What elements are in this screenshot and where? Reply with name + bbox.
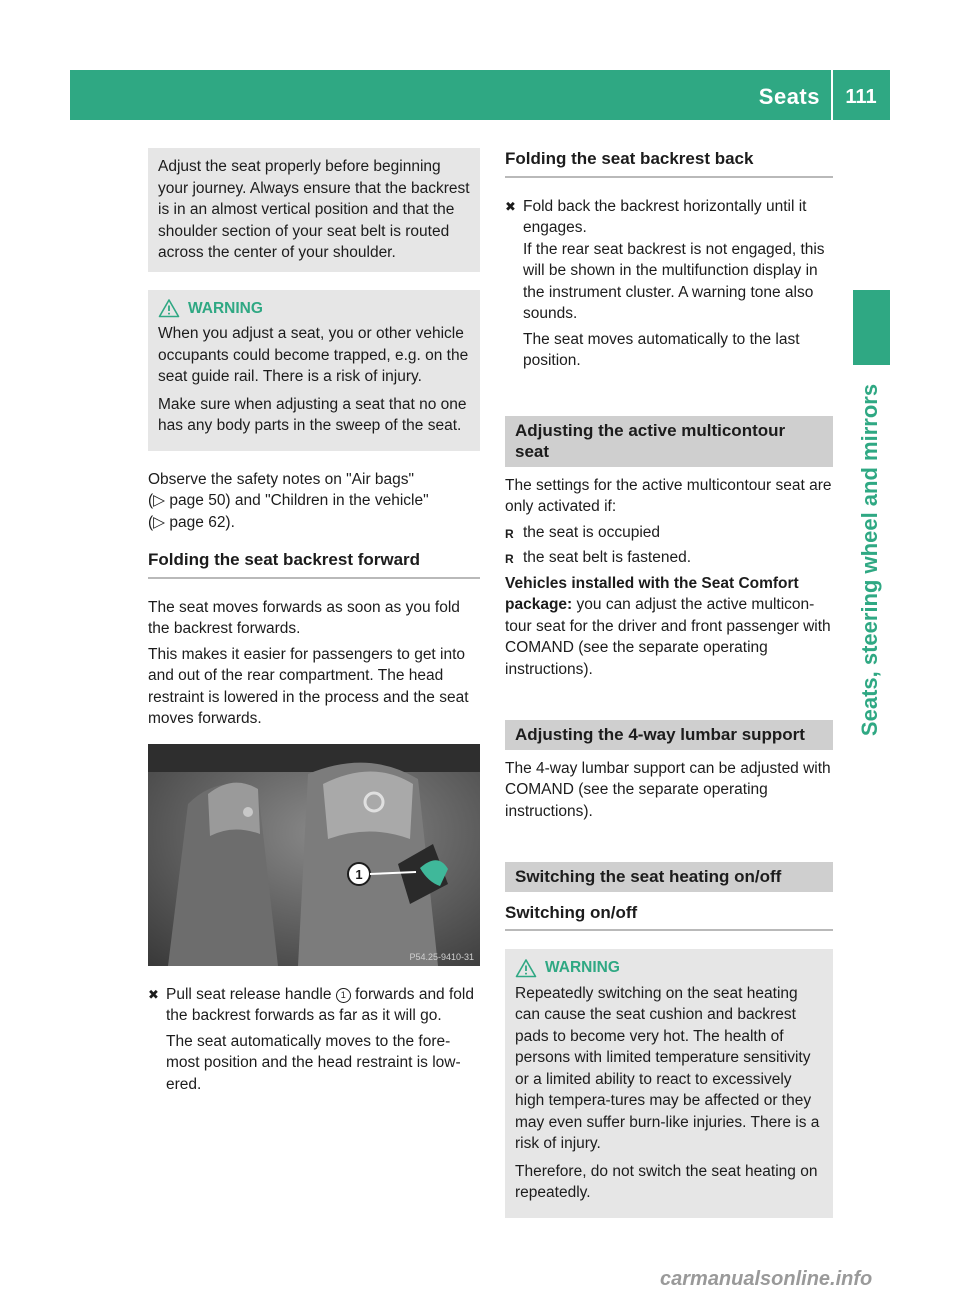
page-ref-link[interactable]: page 50) and "Children in the vehicle" <box>169 492 429 509</box>
section-heading-fold-back: Folding the seat backrest back <box>505 148 833 178</box>
header-divider <box>831 70 833 120</box>
page-section-title: Seats <box>758 84 820 109</box>
left-column <box>148 148 480 1103</box>
instruction-step: ✖ Pull seat release handle 1 forwards and fold the backrest forwards as far as it will go. The seat automatically moves to the fore-most position and the head restraint is low-ered. <box>148 984 480 1100</box>
watermark: carmanualsonline.info <box>660 1268 873 1290</box>
warning-label: WARNING <box>188 299 263 317</box>
page-ref-arrow-icon: ▷ <box>153 513 166 531</box>
step-note: If the rear seat backrest is not engaged, this will be shown in the multifunction display in the instrument cluster. A warning tone also sounds. <box>523 240 825 322</box>
warning-heading <box>515 957 823 979</box>
warning-box <box>148 290 480 451</box>
right-column <box>505 148 833 1236</box>
list-item: R the seat belt is fastened. <box>505 549 692 566</box>
paragraph: The 4-way lumbar support can be adjusted with COMAND (see the separate operating instructions). <box>505 759 831 820</box>
note-box <box>148 148 480 272</box>
step-arrow-icon: ✖ <box>505 198 516 214</box>
warning-heading <box>158 298 470 320</box>
warning-label: WARNING <box>545 959 620 976</box>
page-number: 111 <box>845 86 877 108</box>
page-ref-arrow-icon: ▷ <box>153 492 166 509</box>
safety-notes: Observe the safety notes on "Air bags" (▷ page 50) and "Children in the vehicle" (▷ page 62). <box>148 470 429 531</box>
image-code: P54.25-9410-31 <box>409 951 474 962</box>
photo-callout: 1 <box>355 866 363 882</box>
step-arrow-icon: ✖ <box>148 986 159 1002</box>
seat-release-photo <box>148 744 480 966</box>
chapter-tab-marker <box>853 290 890 365</box>
step-result: The seat moves automatically to the last position. <box>523 330 800 369</box>
instruction-step: ✖ Fold back the backrest horizontally until it engages. If the rear seat backrest is not engaged, this will be shown in the multifunction display in the instrument cluster. A warning tone also sounds. The seat moves automatically to the last position. <box>505 196 833 376</box>
paragraph: The seat moves forwards as soon as you fold the backrest forwards. <box>148 598 460 637</box>
chapter-tab-label: Seats, steering wheel and mirrors <box>857 383 882 737</box>
warning-triangle-icon <box>515 958 537 978</box>
section-heading-lumbar: Adjusting the 4-way lumbar support <box>505 720 833 750</box>
step-result: The seat automatically moves to the fore-most position and the head restraint is low-ered. <box>166 1032 461 1093</box>
paragraph: The settings for the active multicontour seat are only activated if: <box>505 476 832 515</box>
note-text: Adjust the seat properly before beginning your journey. Always ensure that the backrest is in an almost vertical position and that the shoulder section of your seat belt is routed across the center of your shoulder. <box>158 158 470 261</box>
warning-text-1: When you adjust a seat, you or other vehicle occupants could become trapped, e.g. on the seat guide rail. There is a risk of injury. <box>158 325 469 385</box>
warning-triangle-icon <box>158 298 180 318</box>
section-heading-heating: Switching the seat heating on/off <box>505 862 833 892</box>
warning-text-2: Make sure when adjusting a seat that no one has any body parts in the sweep of the seat. <box>158 395 467 434</box>
warning-box <box>505 949 833 1218</box>
section-heading-multicontour: Adjusting the active multicontour seat <box>505 416 833 467</box>
warning-text-1: Repeatedly switching on the seat heating can cause the seat cushion and backrest pads to become very hot. The health of persons with limited temperature sensitivity or a limited ability to react to excessively high tempera-tures may be affected or they may even suffer burn-like injuries. There is a risk of injury. <box>515 984 820 1152</box>
subheading-switching: Switching on/off <box>505 902 833 932</box>
warning-text-2: Therefore, do not switch the seat heating on repeatedly. <box>515 1162 818 1201</box>
section-heading-fold-forward: Folding the seat backrest forward <box>148 549 480 579</box>
paragraph: Vehicles installed with the Seat Comfort package: you can adjust the active multicon-tour seat for the driver and front passenger with COMAND (see the separate operating instructions). <box>505 574 831 678</box>
paragraph: This makes it easier for passengers to get into and out of the rear compartment. The head restraint is lowered in the process and the seat moves forwards. <box>148 645 469 727</box>
list-item: R the seat is occupied <box>505 523 661 541</box>
page-ref-link[interactable]: page 62). <box>169 513 235 531</box>
callout-1-icon: 1 <box>336 988 351 1003</box>
